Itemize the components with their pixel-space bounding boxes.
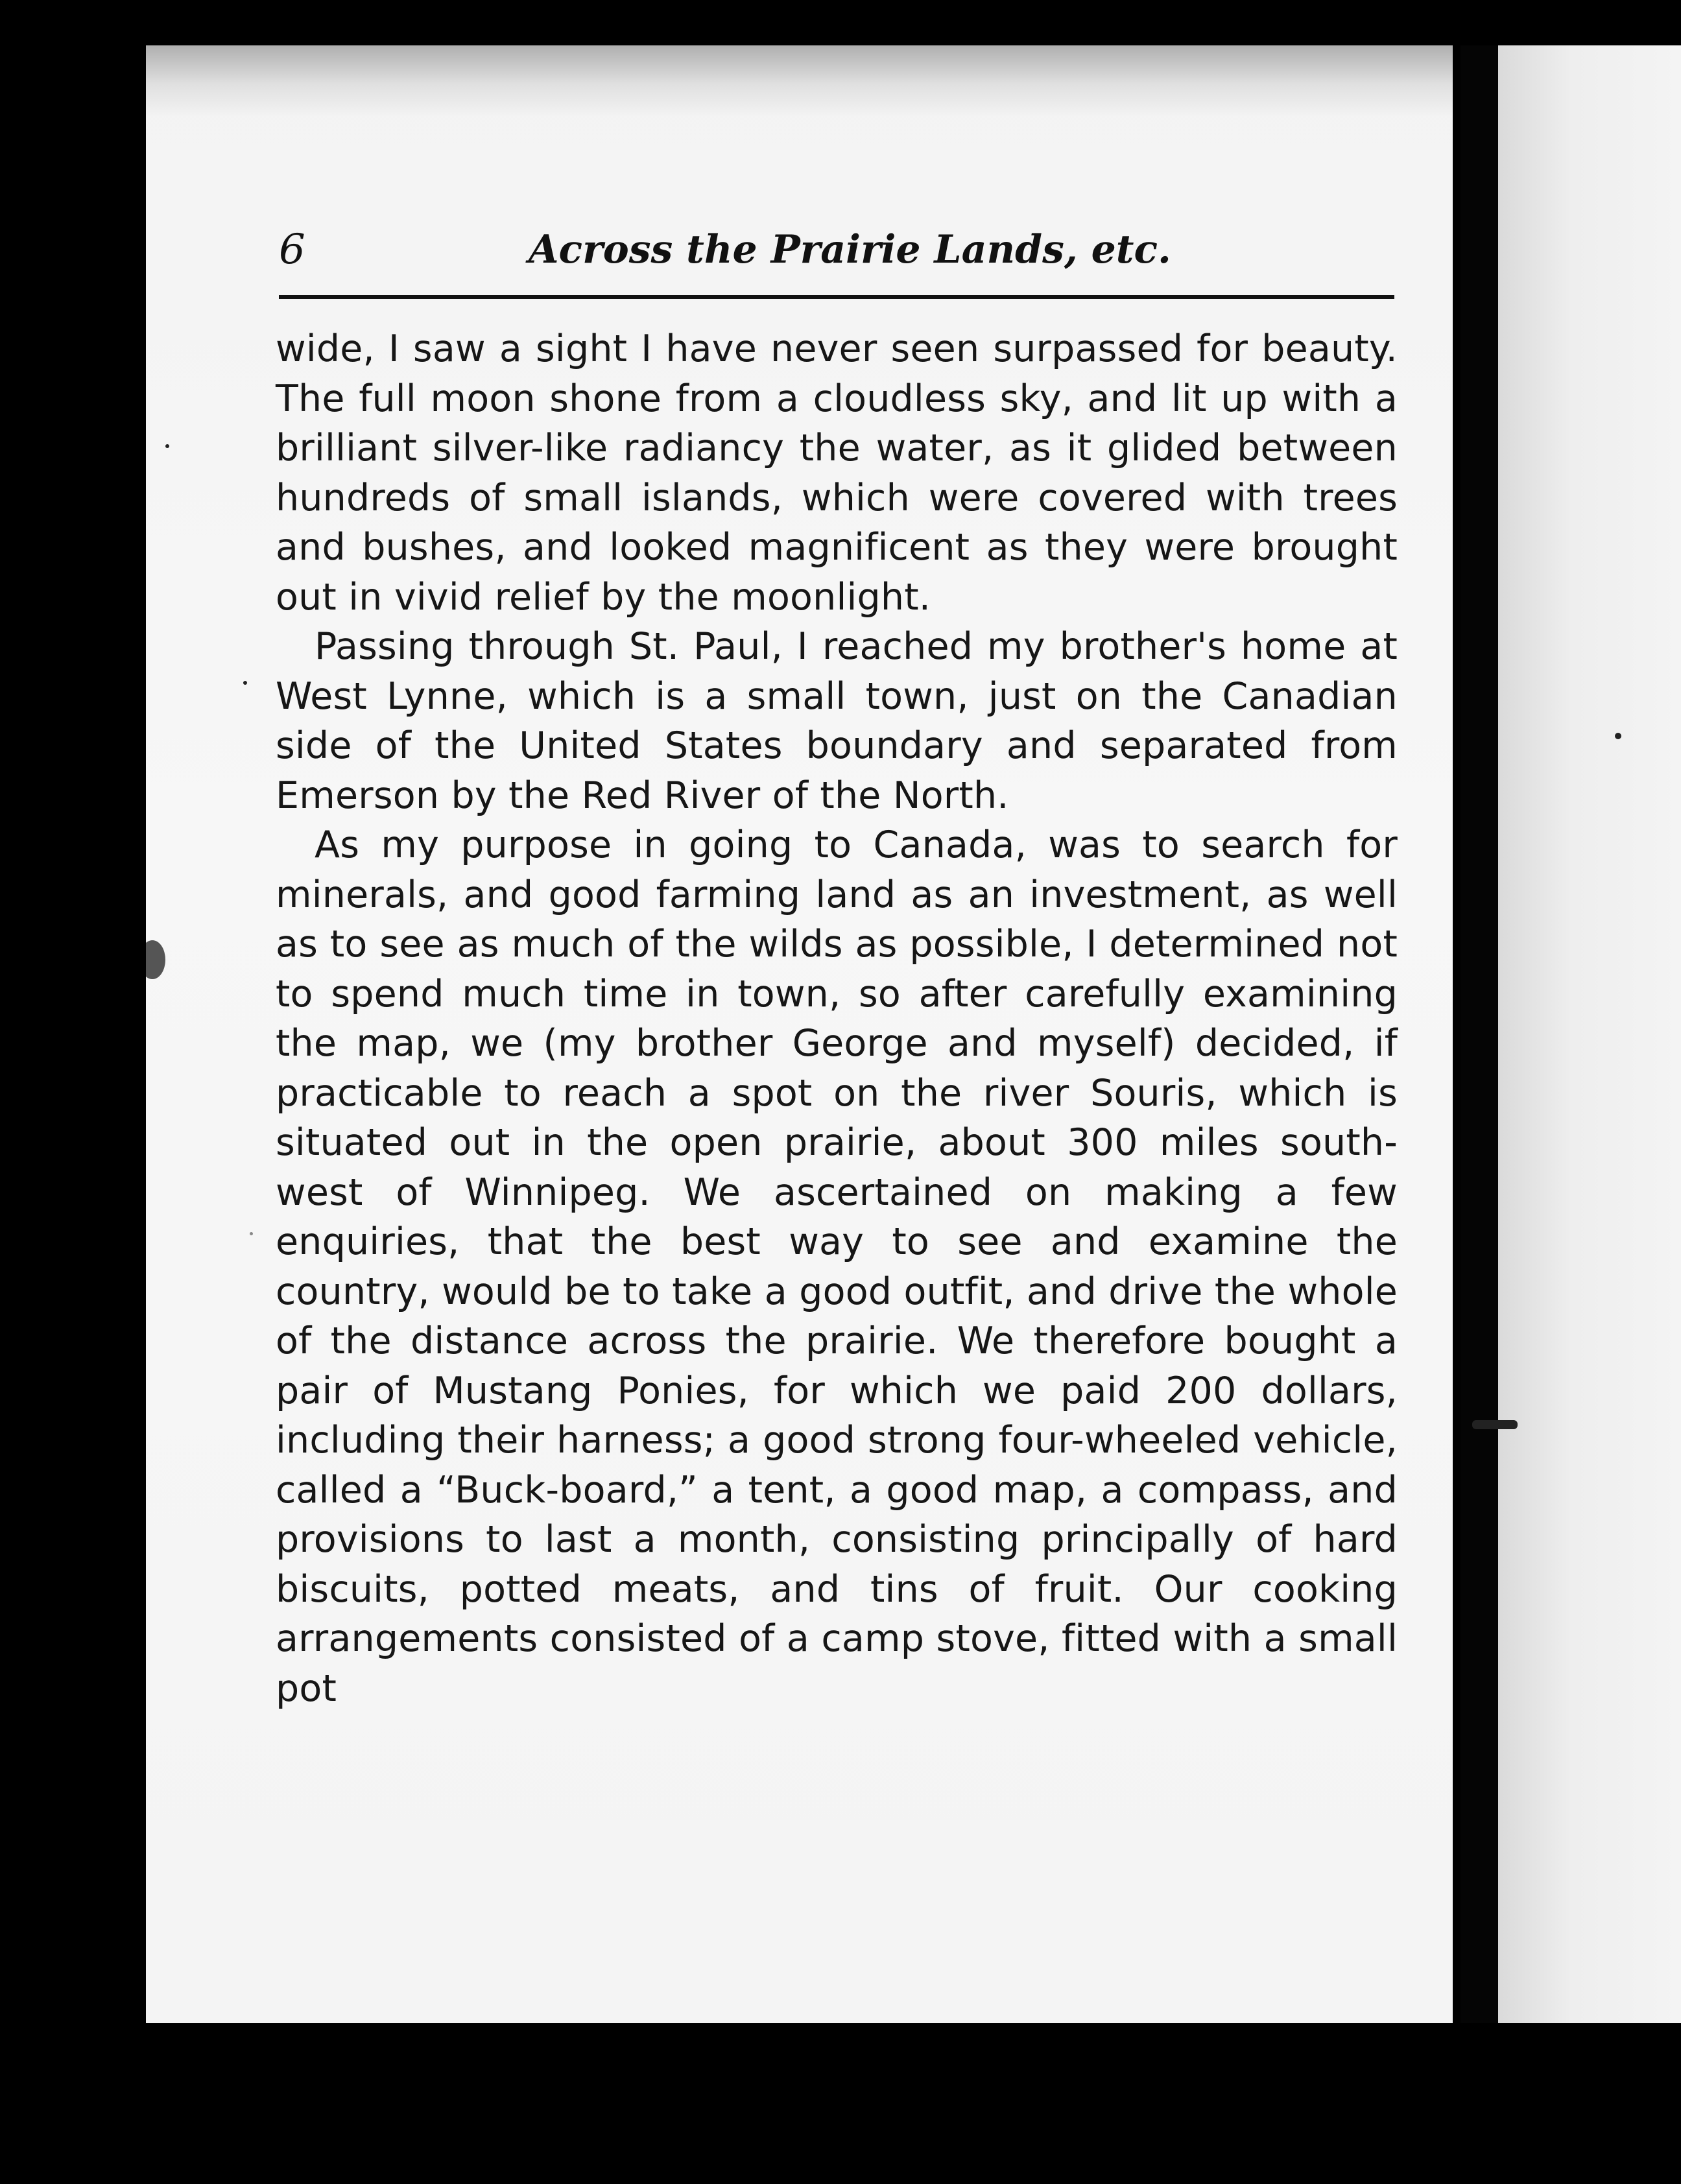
adjacent-page-edge	[1498, 45, 1681, 2023]
paragraph-1: wide, I saw a sight I have never seen surpassed for beauty. The full moon shone from a cloudless sky, and lit up with a brilliant silver-like radiancy the water, as it glided between hundreds of small islands, which were covered with trees and bushes, and looked magnificent as they were brought out in vivid relief by the moonlight.	[276, 327, 1398, 619]
gutter-line	[1460, 45, 1498, 2023]
book-page	[146, 45, 1453, 2023]
scan-speck	[165, 444, 169, 448]
page-top-shadow	[146, 45, 1453, 117]
running-title: Across the Prairie Lands, etc.	[529, 227, 1171, 272]
scan-bottom-border	[0, 2023, 1681, 2184]
body-text	[276, 324, 1398, 1713]
scan-speck	[1615, 733, 1621, 739]
page-number: 6	[279, 226, 305, 274]
scan-speck	[250, 1232, 253, 1235]
paragraph-3: As my purpose in going to Canada, was to search for minerals, and good farming land as an investment, as well as to see as much of the wilds as possible, I determined not to spend much time in town, so after carefully examining the map, we (my brother George and myself) decided, if practicable to reach a spot on the river Souris, which is situated out in the open prairie, about 300 miles south-west of Winnipeg. We ascertained on making a few enquiries, that the best way to see and examine the country, would be to take a good outfit, and drive the whole of the distance across the prairie. We therefore bought a pair of Mustang Ponies, for which we paid 200 dollars, including their harness; a good strong four-wheeled vehicle, called a “Buck-board,” a tent, a good map, a compass, and provisions to last a month, consisting principally of hard biscuits, potted meats, and tins of fruit. Our cooking arrangements consisted of a camp stove, fitted with a small pot	[276, 824, 1398, 1710]
scan-speck	[146, 940, 165, 979]
header-rule	[279, 295, 1394, 299]
scan-speck	[243, 681, 247, 685]
paragraph-2: Passing through St. Paul, I reached my brother's home at West Lynne, which is a small town, just on the Canadian side of the United States boundary and separated from Emerson by the Red River of the North.	[276, 625, 1398, 817]
scan-speck	[1472, 1420, 1518, 1429]
page-header	[279, 220, 1394, 279]
